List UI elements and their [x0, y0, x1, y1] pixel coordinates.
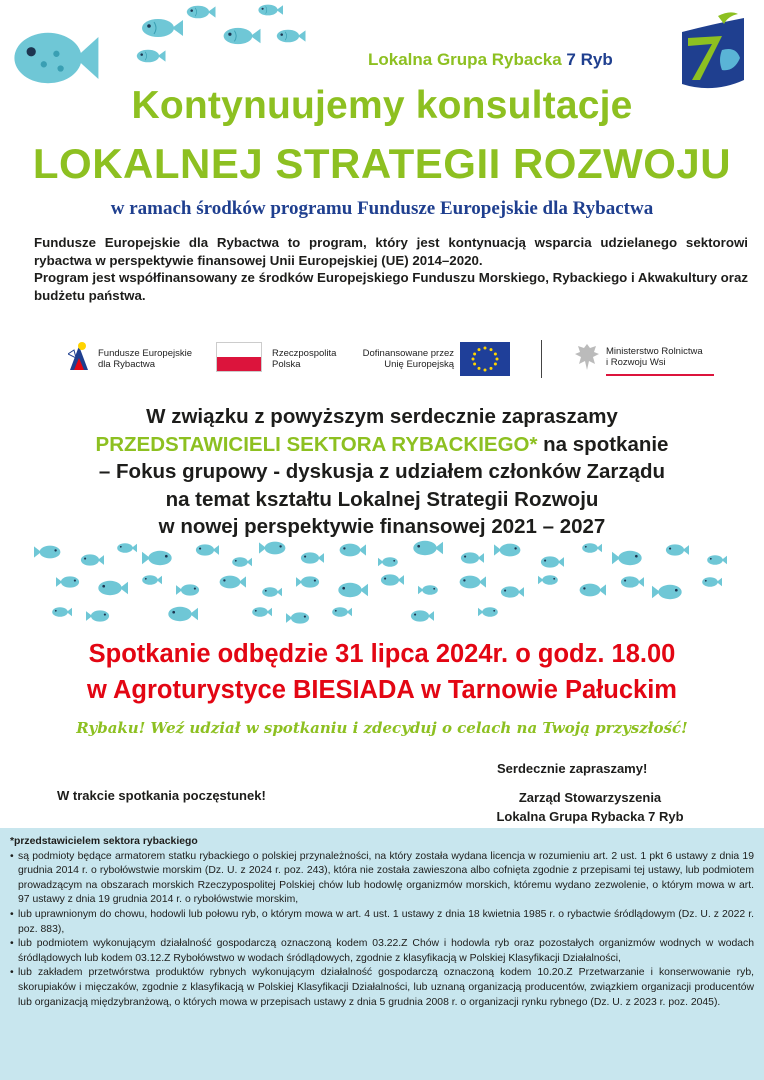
- organization-name-green: Lokalna Grupa Rybacka: [368, 50, 562, 69]
- fish-icon: [582, 543, 602, 553]
- fish-icon: [86, 610, 109, 621]
- fish-icon: [262, 587, 282, 597]
- intro-paragraph-2: Program jest współfinansowany ze środków Europejskiego Funduszu Morskiego, Rybackiego i Akwakultury oraz budżetu państwa.: [34, 270, 748, 303]
- fish-icon: [34, 546, 60, 559]
- signature: [470, 788, 710, 826]
- footnote-item: • lub podmiotem wykonującym działalność gospodarczą oznaczoną kodem 03.22.Z Chów i hodowla ryb oraz pozostałych organizmów wodnych w wodach śródlądowych lub kodem 03.12.Z Rybołówstwo w wodach śródlądowych, zgodnie z klasyfikacją w Polskiej Klasyfikacji Działalności,: [10, 937, 754, 966]
- fish-icon: [142, 551, 172, 565]
- fish-icon: [666, 544, 689, 555]
- footnote-item: • lub zakładem przetwórstwa produktów rybnych wykonującym działalność gospodarczą oznaczoną kodem 10.20.Z Przetwarzanie i konserwowanie ryb, skorupiaków i mięczaków, zgodnie z klasyfikacją w Polskiej Klasyfikacji Działalności, lub uznaną organizacją producentów, związkiem organizacji producentów lub organizacją międzybranżową, o których mowa w przepisach ustawy z dnia 5 grudnia 2008 r. o organizacji rynku rybnego (Dz. U. z 2023 r. poz. 2045).: [10, 966, 754, 1010]
- fish-icon: [652, 585, 682, 599]
- fish-icon: [98, 581, 128, 595]
- title-line-2: LOKALNEJ STRATEGII ROZWOJU: [32, 140, 732, 187]
- footnote-item: • lub uprawnionym do chowu, hodowli lub połowu ryb, o którym mowa w art. 4 ust. 1 ustawy z dnia 18 kwietnia 1985 r. o rybactwie śródlądowym (Dz. U. z 2022 r. poz. 883),: [10, 908, 754, 937]
- meeting-date-time: Spotkanie odbędzie 31 lipca 2024r. o godz. 18.00: [88, 640, 676, 668]
- fe-logo-text: [98, 348, 192, 370]
- fish-icon: [176, 584, 199, 595]
- footnote-box: [0, 828, 764, 1080]
- invite-line-3: – Fokus grupowy - dyskusja z udziałem członków Zarządu: [98, 460, 666, 483]
- fish-icon: [378, 557, 398, 567]
- fish-icon: [460, 576, 486, 589]
- fish-icon: [413, 541, 443, 555]
- meeting-details: [0, 636, 764, 708]
- fish-icon: [381, 574, 404, 585]
- fe-logo-icon: [68, 340, 90, 372]
- polish-eagle-icon: [574, 342, 600, 372]
- fish-icon: [621, 576, 644, 587]
- invitation-text: [0, 403, 764, 541]
- invite-target-group: PRZEDSTAWICIELI SEKTORA RYBACKIEGO*: [95, 432, 538, 456]
- fish-icon: [332, 607, 352, 617]
- fish-icon: [52, 607, 72, 617]
- fish-icon: [340, 544, 366, 557]
- fish-icon: [501, 586, 524, 597]
- fish-icon: [538, 575, 558, 585]
- footnote-heading: *przedstawicielem sektora rybackiego: [10, 836, 198, 847]
- funding-logos: [68, 338, 718, 384]
- fish-icon: [232, 557, 252, 567]
- fish-icon: [168, 607, 198, 621]
- fish-icon: [494, 544, 520, 557]
- slogan: Rybaku! Weź udział w spotkaniu i zdecyduj o celach na Twoją przyszłość!: [76, 719, 688, 737]
- fish-decoration-band: [30, 538, 740, 628]
- organization-name-dark: 7 Ryb: [566, 50, 613, 69]
- invite-line-2: [0, 431, 764, 459]
- organization-name: [368, 50, 613, 70]
- fish-icon: [296, 576, 319, 587]
- fish-icon: [286, 612, 309, 623]
- invite-line-1: W związku z powyższym serdecznie zapraszamy: [146, 405, 618, 428]
- fish-icon: [541, 556, 564, 567]
- rp-logo-text: [272, 348, 336, 370]
- fish-icon: [117, 543, 137, 553]
- ministry-logo-line-2: i Rozwoju Wsi: [606, 357, 666, 368]
- invite-line-2-rest: na spotkanie: [537, 432, 669, 456]
- eu-logo-line-1: Dofinansowane przez: [362, 348, 454, 359]
- signature-line-1: Zarząd Stowarzyszenia: [518, 790, 662, 805]
- rp-logo-line-1: Rzeczpospolita: [272, 348, 337, 359]
- fe-logo-line-1: Fundusze Europejskie: [98, 348, 192, 359]
- ministry-logo-underline: [606, 374, 714, 376]
- footnote-item: • są podmioty będące armatorem statku rybackiego o polskiej przynależności, na który została wydana licencja w rozumieniu art. 2 ust. 1 pkt 6 ustawy z dnia 19 grudnia 2014 r. o rybołówstwie morskim (Dz. U. z 2024 r. poz. 243), która nie została zawieszona albo cofnięta zgodnie z przepisami tej ustawy, lub podmiotem prowadzącym na obszarach morskich Rzeczypospolitej Polskiej chów lub hodowlę organizmów morskich, któremu wydano zezwolenie, o którym mowa w art. 97 ustawy z dnia 19 grudnia 2014 r. o rybołówstwie morskim,: [10, 850, 754, 908]
- eu-flag-icon: [460, 342, 510, 376]
- polish-flag-icon: [216, 342, 262, 372]
- invite-line-4: na temat kształtu Lokalnej Strategii Rozwoju: [165, 487, 599, 511]
- intro-text: [34, 234, 748, 304]
- ministry-logo-line-1: Ministerstwo Rolnictwa: [606, 346, 703, 357]
- rp-logo-line-2: Polska: [272, 359, 301, 370]
- lgr-7-ryb-logo: [678, 10, 748, 94]
- fish-icon: [142, 575, 162, 585]
- title-line-1: Kontynuujemy konsultacje: [131, 84, 633, 127]
- subtitle: w ramach środków programu Fundusze Europejskie dla Rybactwa: [110, 198, 654, 219]
- eu-logo-line-2: Unię Europejską: [384, 359, 454, 370]
- intro-paragraph-1: Fundusze Europejskie dla Rybactwa to program, który jest kontynuacją wsparcia udzielanego sektorowi rybactwa w perspektywie finansowej Unii Europejskiej (UE) 2014–2020.: [34, 235, 748, 268]
- fish-icon: [252, 607, 272, 617]
- fish-icon: [702, 577, 722, 587]
- fish-icon: [707, 555, 727, 565]
- signature-line-2: Lokalna Grupa Rybacka 7 Ryb: [496, 809, 684, 824]
- fe-logo-line-2: dla Rybactwa: [98, 359, 156, 370]
- eu-logo-text: [358, 348, 454, 370]
- fish-icon: [301, 552, 324, 563]
- fish-icon: [196, 544, 219, 555]
- invite-line-5: w nowej perspektywie finansowej 2021 – 2027: [158, 515, 606, 538]
- logo-divider: [541, 340, 542, 378]
- fish-icon: [411, 610, 434, 621]
- fish-icon: [418, 585, 438, 595]
- fish-icon: [220, 576, 246, 589]
- meeting-location: w Agroturystyce BIESIADA w Tarnowie Pałuckim: [87, 676, 677, 704]
- fish-icon: [338, 583, 368, 597]
- fish-icon: [56, 576, 79, 587]
- fish-icon: [81, 554, 104, 565]
- fish-icon: [259, 542, 285, 555]
- fish-icon: [612, 551, 642, 565]
- closing-greeting: Serdecznie zapraszamy!: [497, 761, 648, 776]
- refreshments-note: W trakcie spotkania poczęstunek!: [57, 788, 266, 803]
- fish-icon: [461, 552, 484, 563]
- fish-icon: [478, 607, 498, 617]
- ministry-logo-text: [606, 346, 703, 368]
- fish-icon: [580, 584, 606, 597]
